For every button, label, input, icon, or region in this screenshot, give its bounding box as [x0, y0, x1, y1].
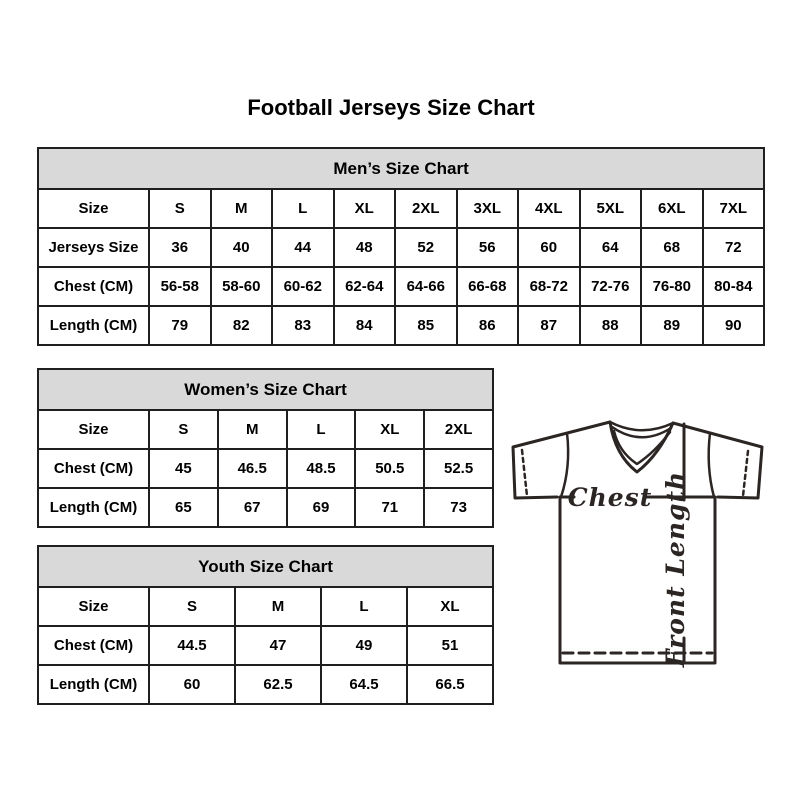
table-cell: 51 — [407, 626, 493, 665]
youth-row-chest — [38, 626, 493, 665]
table-cell: L — [287, 410, 356, 449]
table-cell: 79 — [149, 306, 211, 345]
table-cell: 90 — [703, 306, 765, 345]
table-cell: 73 — [424, 488, 493, 527]
table-cell: 3XL — [457, 189, 519, 228]
table-cell: M — [211, 189, 273, 228]
mens-table-title: Men’s Size Chart — [38, 148, 764, 189]
table-cell: L — [272, 189, 334, 228]
table-cell: 62.5 — [235, 665, 321, 704]
row-label: Length (CM) — [38, 665, 149, 704]
table-cell: XL — [334, 189, 396, 228]
womens-table-title: Women’s Size Chart — [38, 369, 493, 410]
right-armhole-seam — [709, 433, 714, 497]
mens-table-header-row — [38, 148, 764, 189]
row-label: Size — [38, 189, 149, 228]
table-cell: 85 — [395, 306, 457, 345]
table-cell: 89 — [641, 306, 703, 345]
table-cell: L — [321, 587, 407, 626]
table-cell: 7XL — [703, 189, 765, 228]
youth-size-table — [37, 545, 494, 705]
collar-band-arc — [612, 427, 671, 437]
table-cell: 52 — [395, 228, 457, 267]
table-cell: 66-68 — [457, 267, 519, 306]
womens-row-length — [38, 488, 493, 527]
table-cell: XL — [407, 587, 493, 626]
table-cell: 84 — [334, 306, 396, 345]
table-cell: S — [149, 410, 218, 449]
left-cuff-dashed-line — [522, 450, 527, 496]
table-cell: 80-84 — [703, 267, 765, 306]
mens-size-table — [37, 147, 765, 346]
table-cell: 4XL — [518, 189, 580, 228]
table-cell: 52.5 — [424, 449, 493, 488]
table-cell: 46.5 — [218, 449, 287, 488]
table-cell: 60-62 — [272, 267, 334, 306]
youth-table-header-row — [38, 546, 493, 587]
table-cell: 50.5 — [355, 449, 424, 488]
table-cell: 88 — [580, 306, 642, 345]
youth-row-size — [38, 587, 493, 626]
table-cell: 56 — [457, 228, 519, 267]
table-cell: 44.5 — [149, 626, 235, 665]
mens-row-jerseys-size — [38, 228, 764, 267]
table-cell: 36 — [149, 228, 211, 267]
mens-row-length — [38, 306, 764, 345]
front-length-label: Front Length — [661, 470, 690, 668]
youth-table-title: Youth Size Chart — [38, 546, 493, 587]
table-cell: 72-76 — [580, 267, 642, 306]
collar-inner-v — [614, 431, 670, 464]
table-cell: 64-66 — [395, 267, 457, 306]
page-title: Football Jerseys Size Chart — [247, 95, 535, 120]
table-cell: 67 — [218, 488, 287, 527]
table-cell: 49 — [321, 626, 407, 665]
table-cell: M — [235, 587, 321, 626]
jersey-outline — [513, 422, 762, 663]
table-cell: 82 — [211, 306, 273, 345]
right-cuff-dashed-line — [743, 451, 748, 496]
table-cell: 71 — [355, 488, 424, 527]
collar-back-arc — [610, 422, 673, 430]
womens-row-size — [38, 410, 493, 449]
row-label: Chest (CM) — [38, 267, 149, 306]
table-cell: 68 — [641, 228, 703, 267]
table-cell: M — [218, 410, 287, 449]
womens-row-chest — [38, 449, 493, 488]
table-cell: 5XL — [580, 189, 642, 228]
table-cell: 2XL — [424, 410, 493, 449]
row-label: Jerseys Size — [38, 228, 149, 267]
table-cell: 76-80 — [641, 267, 703, 306]
table-cell: 40 — [211, 228, 273, 267]
row-label: Chest (CM) — [38, 449, 149, 488]
table-cell: S — [149, 189, 211, 228]
table-cell: 86 — [457, 306, 519, 345]
table-cell: 56-58 — [149, 267, 211, 306]
table-cell: 69 — [287, 488, 356, 527]
table-cell: 58-60 — [211, 267, 273, 306]
table-cell: 60 — [149, 665, 235, 704]
table-cell: 68-72 — [518, 267, 580, 306]
table-cell: 45 — [149, 449, 218, 488]
row-label: Length (CM) — [38, 306, 149, 345]
row-label: Chest (CM) — [38, 626, 149, 665]
table-cell: XL — [355, 410, 424, 449]
chest-label: Chest — [567, 483, 653, 512]
table-cell: 65 — [149, 488, 218, 527]
table-cell: 44 — [272, 228, 334, 267]
table-cell: 64.5 — [321, 665, 407, 704]
table-cell: 66.5 — [407, 665, 493, 704]
table-cell: 64 — [580, 228, 642, 267]
table-cell: 60 — [518, 228, 580, 267]
table-cell: 72 — [703, 228, 765, 267]
row-label: Length (CM) — [38, 488, 149, 527]
table-cell: 62-64 — [334, 267, 396, 306]
row-label: Size — [38, 587, 149, 626]
table-cell: 48.5 — [287, 449, 356, 488]
table-cell: 83 — [272, 306, 334, 345]
table-cell: 87 — [518, 306, 580, 345]
youth-row-length — [38, 665, 493, 704]
table-cell: S — [149, 587, 235, 626]
table-cell: 48 — [334, 228, 396, 267]
table-cell: 47 — [235, 626, 321, 665]
row-label: Size — [38, 410, 149, 449]
table-cell: 2XL — [395, 189, 457, 228]
mens-row-chest — [38, 267, 764, 306]
jersey-measurement-diagram — [500, 410, 770, 670]
mens-row-size — [38, 189, 764, 228]
womens-table-header-row — [38, 369, 493, 410]
womens-size-table — [37, 368, 494, 528]
table-cell: 6XL — [641, 189, 703, 228]
